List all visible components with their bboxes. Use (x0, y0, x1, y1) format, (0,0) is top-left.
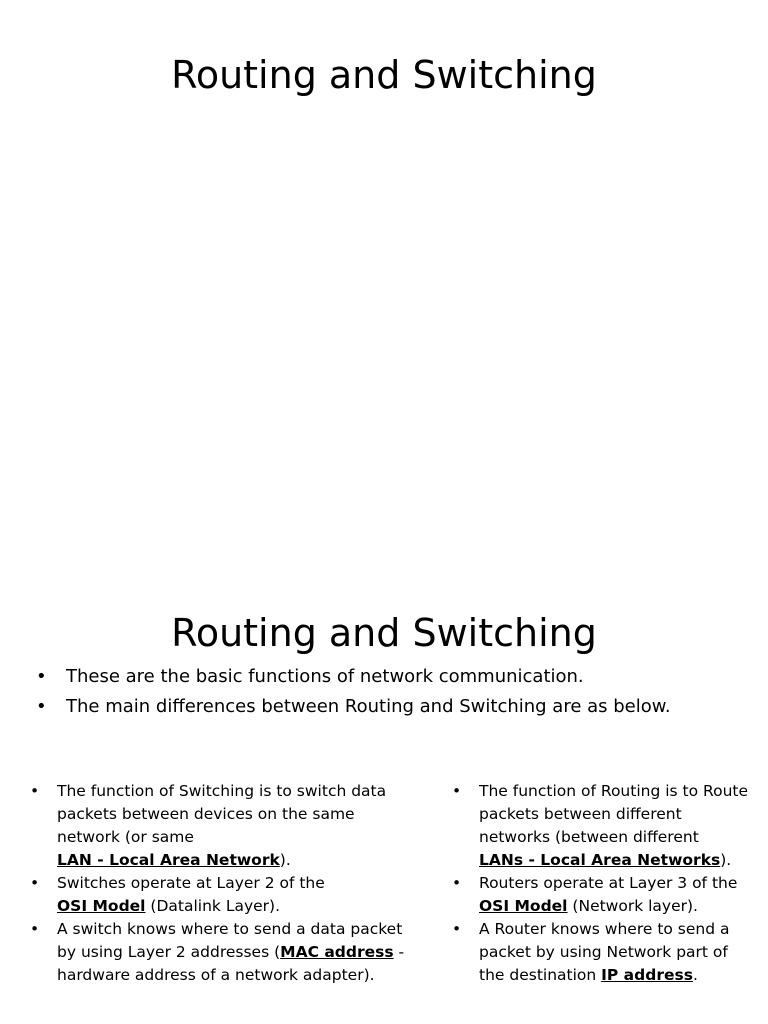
routing-item-text: The function of Routing is to Route packets between different networks (between different (479, 782, 749, 846)
intro-bullet-text: These are the basic functions of network communication. (66, 666, 584, 687)
bullet-icon: • (452, 874, 462, 892)
switching-item-text: A switch knows where to send a data packet by using Layer 2 addresses ( (57, 920, 403, 961)
switching-item-function (30, 780, 410, 872)
lan-link[interactable]: LAN - Local Area Network (57, 851, 280, 869)
switching-item-layer (30, 872, 410, 918)
routing-item-end: (Network layer). (567, 897, 698, 915)
routing-item-addressing (452, 918, 752, 987)
bullet-icon: • (30, 920, 40, 938)
routing-item-text: Routers operate at Layer 3 of the (479, 874, 738, 892)
intro-bullet-item (36, 696, 756, 718)
routing-item-text: A Router knows where to send a packet by using Network part of the destination (479, 920, 730, 984)
routing-item-layer (452, 872, 752, 918)
bullet-icon: • (30, 874, 40, 892)
switching-column (30, 780, 410, 987)
switching-item-end: (Datalink Layer). (145, 897, 281, 915)
routing-column (452, 780, 752, 987)
routing-item-function (452, 780, 752, 872)
osi-model-link[interactable]: OSI Model (479, 897, 568, 915)
switching-item-text: The function of Switching is to switch data packets between devices on the same network (or same (57, 782, 387, 846)
switching-item-addressing (30, 918, 410, 987)
bullet-icon: • (36, 696, 47, 717)
switching-item-text: Switches operate at Layer 2 of the (57, 874, 325, 892)
intro-bullet-list (36, 666, 756, 726)
mac-address-link[interactable]: MAC address (280, 943, 394, 961)
lans-link[interactable]: LANs - Local Area Networks (479, 851, 721, 869)
intro-bullet-text: The main differences between Routing and Switching are as below. (66, 696, 671, 717)
bullet-icon: • (36, 666, 47, 687)
bullet-icon: • (452, 782, 462, 800)
osi-model-link[interactable]: OSI Model (57, 897, 146, 915)
bullet-icon: • (30, 782, 40, 800)
switching-item-end: - hardware address of a network adapter). (57, 943, 405, 984)
slide-2-title: Routing and Switching (171, 611, 597, 655)
ip-address-link[interactable]: IP address (601, 966, 693, 984)
switching-item-end: ). (279, 851, 291, 869)
routing-item-end: ). (720, 851, 732, 869)
bullet-icon: • (452, 920, 462, 938)
routing-item-end: . (692, 966, 698, 984)
slide-1-title: Routing and Switching (171, 53, 597, 97)
intro-bullet-item (36, 666, 756, 688)
slide-content-page (0, 600, 768, 1024)
